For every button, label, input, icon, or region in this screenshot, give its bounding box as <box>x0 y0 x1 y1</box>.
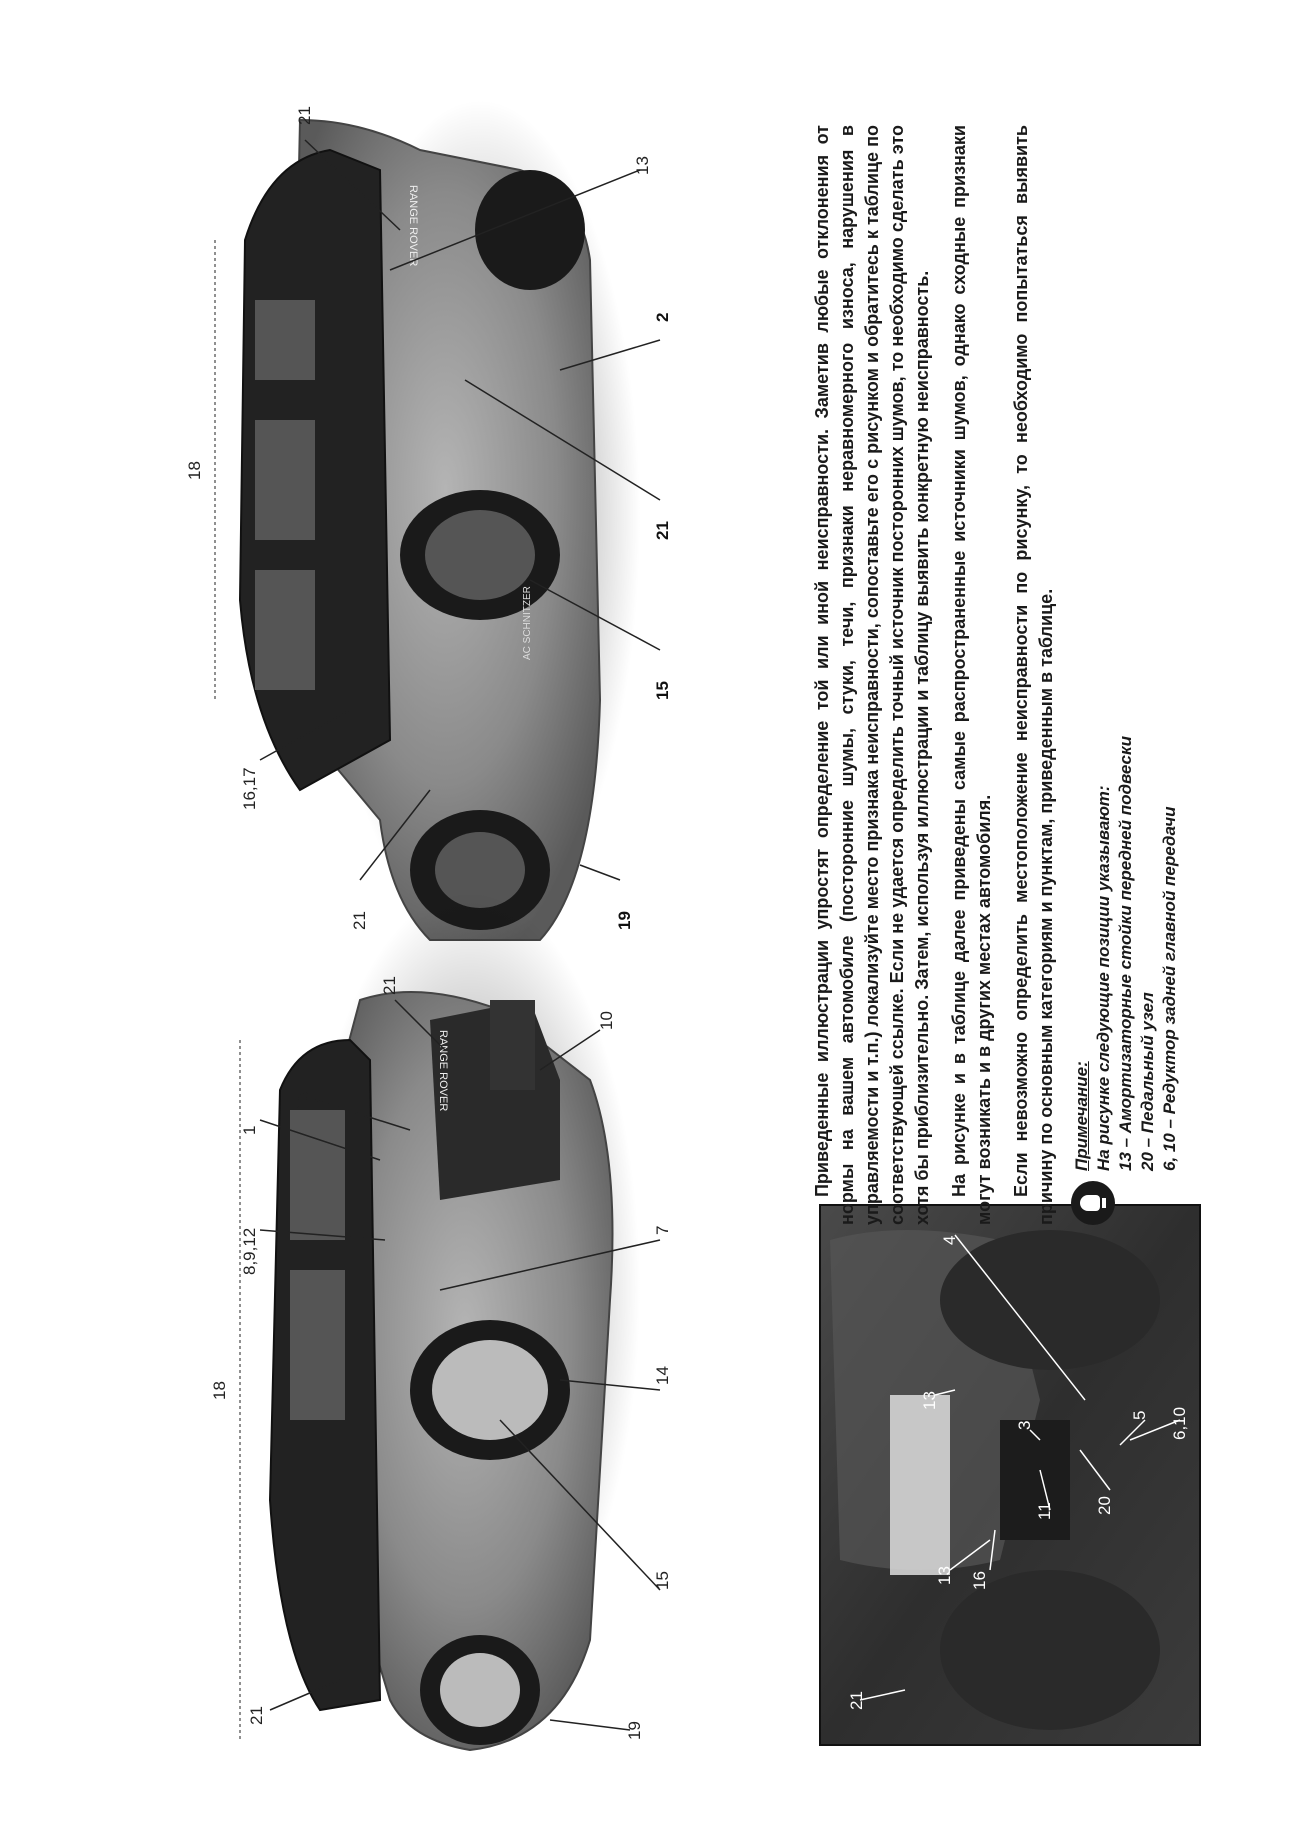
interior-seat-left <box>940 1570 1160 1730</box>
callout-label: 16,17 <box>240 767 259 810</box>
callout-label: 4 <box>940 1235 959 1245</box>
front-bumper-intake <box>490 1000 535 1090</box>
callout-label: 1 <box>240 1125 259 1135</box>
rear-window-1 <box>255 300 315 380</box>
callout-label: 7 <box>653 1225 672 1235</box>
text-panel <box>810 125 1179 1225</box>
rear-window-2 <box>255 420 315 540</box>
note-intro: На рисунке следующие позиции указывают: <box>1094 785 1113 1171</box>
callout-label: 2 <box>653 312 672 322</box>
callout-label: 18 <box>185 461 204 480</box>
callout-label: 3 <box>1015 1420 1034 1430</box>
callout-label: 21 <box>350 911 369 930</box>
rear-badge-text: AC SCHNITZER <box>522 586 533 660</box>
callout-label: 16 <box>970 1571 989 1590</box>
note-item: 20 – Педальный узел <box>1138 992 1157 1171</box>
callout-label: 13 <box>293 1091 312 1110</box>
callout-label: 5 <box>1130 1410 1149 1420</box>
callout-label: 15 <box>653 681 672 700</box>
callout-label: 19 <box>625 1721 644 1740</box>
note-block <box>1071 125 1181 1225</box>
front-brand-text: RANGE ROVER <box>437 1030 449 1112</box>
front-window-1 <box>290 1110 345 1240</box>
rear-brand-text: RANGE ROVER <box>407 185 419 267</box>
rear-window-3 <box>255 570 315 690</box>
callout-label: 11 <box>1035 1502 1054 1520</box>
callout-label: 20 <box>1095 1496 1114 1515</box>
callout-label: 21 <box>380 976 399 995</box>
interior-seat-right <box>940 1230 1160 1370</box>
lightbulb-icon <box>1071 1181 1115 1225</box>
callout-label: 13 <box>633 156 652 175</box>
note-text <box>1071 736 1181 1171</box>
interior-console <box>1000 1420 1070 1540</box>
callout-label: 15 <box>653 1571 672 1590</box>
paragraph: Если невозможно определить местоположение неисправности по рисунку, то необходимо попытаться выявить причину по основным категориям и пунктам, приведенным в таблице. <box>1011 125 1056 1225</box>
interior-windshield <box>890 1395 950 1575</box>
rear-view-figure <box>185 100 672 940</box>
callout-label: 14 <box>653 1366 672 1385</box>
callout-label: 21 <box>295 106 314 125</box>
paragraph: На рисунке и в таблице далее приведены самые распространенные источники шумов, однако сходные признаки могут возникать и в других местах автомобиля. <box>949 125 994 1225</box>
callout-label: 13 <box>935 1566 954 1585</box>
callout-label: 8,9,12 <box>240 1227 259 1275</box>
callout-label: 21 <box>847 1691 866 1710</box>
callout-label: 19 <box>615 911 634 930</box>
callout-label: 18 <box>210 1381 229 1400</box>
note-item: 6, 10 – Редуктор задней главной передачи <box>1160 806 1179 1171</box>
callout-label: 21 <box>247 1706 266 1725</box>
callout-label: 10 <box>597 1011 616 1030</box>
front-view-front-rim <box>432 1340 548 1440</box>
paragraph: Приведенные иллюстрации упростят определение той или иной неисправности. Заметив любые отклонения от нормы на вашем автомобиле (посторонние шумы, стуки, течи, признаки неравномерного износа, нарушения в управляемости и т.п.) локализуйте место признака неисправности, сопоставьте его с рисунком и обратитесь к таблице по соответствующей ссылке. Если не удается определить точный источник посторонних шумов, то необходимо сделать это хотя бы приблизительно. Затем, используя иллюстрации и таблицу выявить конкретную неисправность. <box>812 125 932 1225</box>
front-window-2 <box>290 1270 345 1420</box>
callout-line <box>580 865 620 880</box>
callout-label: 6,10 <box>1170 1406 1189 1440</box>
front-view-figure <box>210 890 672 1750</box>
note-title: Примечание: <box>1072 1061 1091 1171</box>
note-item: 13 – Амортизаторные стойки передней подвески <box>1116 736 1135 1171</box>
front-view-rear-rim <box>440 1653 520 1727</box>
callout-line <box>550 1720 630 1730</box>
rear-view-front-rim <box>425 510 535 600</box>
callout-label: 21 <box>653 521 672 540</box>
interior-figure <box>820 1205 1200 1745</box>
callout-label: 13 <box>920 1391 939 1410</box>
